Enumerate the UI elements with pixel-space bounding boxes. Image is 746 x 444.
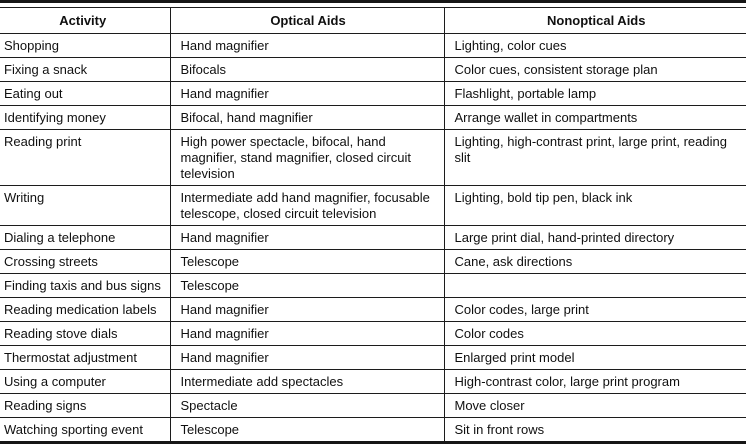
cell-optical-aids: Hand magnifier (170, 346, 444, 370)
cell-nonoptical-aids: Large print dial, hand-printed directory (444, 226, 746, 250)
cell-nonoptical-aids: Color codes (444, 322, 746, 346)
cell-nonoptical-aids: Color cues, consistent storage plan (444, 58, 746, 82)
cell-nonoptical-aids: Color codes, large print (444, 298, 746, 322)
cell-optical-aids: High power spectacle, bifocal, hand magnifier, stand magnifier, closed circuit television (170, 130, 444, 186)
cell-nonoptical-aids: Sit in front rows (444, 418, 746, 443)
cell-nonoptical-aids: Flashlight, portable lamp (444, 82, 746, 106)
cell-activity: Writing (0, 186, 170, 226)
column-header-optical-aids: Optical Aids (170, 8, 444, 34)
cell-nonoptical-aids: Enlarged print model (444, 346, 746, 370)
table-row-using-a-computer (0, 370, 746, 394)
cell-nonoptical-aids: Lighting, bold tip pen, black ink (444, 186, 746, 226)
cell-optical-aids: Telescope (170, 418, 444, 443)
table-row-reading-signs (0, 394, 746, 418)
cell-activity: Finding taxis and bus signs (0, 274, 170, 298)
column-header-nonoptical-aids: Nonoptical Aids (444, 8, 746, 34)
cell-nonoptical-aids: Lighting, high-contrast print, large print, reading slit (444, 130, 746, 186)
cell-optical-aids: Hand magnifier (170, 82, 444, 106)
table-row-finding-taxis-and-bus-signs (0, 274, 746, 298)
cell-activity: Eating out (0, 82, 170, 106)
cell-activity: Shopping (0, 34, 170, 58)
cell-nonoptical-aids: Arrange wallet in compartments (444, 106, 746, 130)
cell-nonoptical-aids: Move closer (444, 394, 746, 418)
table-row-reading-stove-dials (0, 322, 746, 346)
cell-nonoptical-aids: Cane, ask directions (444, 250, 746, 274)
cell-activity: Identifying money (0, 106, 170, 130)
cell-activity: Watching sporting event (0, 418, 170, 443)
activity-aids-table (0, 7, 746, 444)
cell-optical-aids: Telescope (170, 250, 444, 274)
table-row-fixing-a-snack (0, 58, 746, 82)
cell-optical-aids: Hand magnifier (170, 226, 444, 250)
cell-activity: Reading signs (0, 394, 170, 418)
table-row-watching-sporting-event (0, 418, 746, 443)
table-top-double-rule (0, 0, 746, 3)
cell-activity: Dialing a telephone (0, 226, 170, 250)
table-row-reading-print (0, 130, 746, 186)
cell-activity: Fixing a snack (0, 58, 170, 82)
table-row-shopping (0, 34, 746, 58)
cell-nonoptical-aids: High-contrast color, large print program (444, 370, 746, 394)
table-body (0, 34, 746, 443)
cell-activity: Reading medication labels (0, 298, 170, 322)
header-row (0, 8, 746, 34)
table-row-dialing-a-telephone (0, 226, 746, 250)
cell-activity: Thermostat adjustment (0, 346, 170, 370)
cell-nonoptical-aids: Lighting, color cues (444, 34, 746, 58)
cell-optical-aids: Hand magnifier (170, 34, 444, 58)
table-row-eating-out (0, 82, 746, 106)
cell-optical-aids: Spectacle (170, 394, 444, 418)
cell-activity: Crossing streets (0, 250, 170, 274)
cell-optical-aids: Bifocal, hand magnifier (170, 106, 444, 130)
cell-activity: Reading stove dials (0, 322, 170, 346)
cell-optical-aids: Hand magnifier (170, 298, 444, 322)
cell-optical-aids: Intermediate add spectacles (170, 370, 444, 394)
cell-optical-aids: Telescope (170, 274, 444, 298)
cell-activity: Reading print (0, 130, 170, 186)
table-row-identifying-money (0, 106, 746, 130)
column-header-activity: Activity (0, 8, 170, 34)
cell-optical-aids: Bifocals (170, 58, 444, 82)
cell-nonoptical-aids (444, 274, 746, 298)
cell-activity: Using a computer (0, 370, 170, 394)
table-row-reading-medication-labels (0, 298, 746, 322)
cell-optical-aids: Hand magnifier (170, 322, 444, 346)
cell-optical-aids: Intermediate add hand magnifier, focusable telescope, closed circuit television (170, 186, 444, 226)
table-row-writing (0, 186, 746, 226)
table-row-thermostat-adjustment (0, 346, 746, 370)
table-row-crossing-streets (0, 250, 746, 274)
